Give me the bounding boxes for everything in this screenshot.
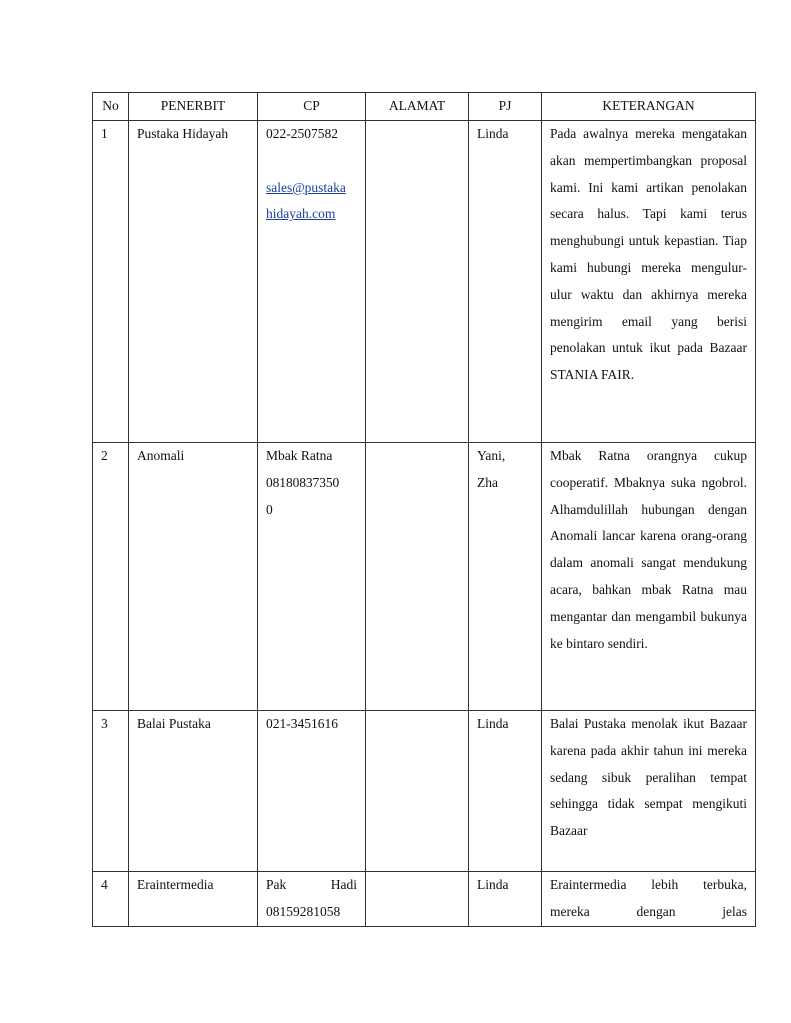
table-row [93,443,756,711]
cell-penerbit: Anomali [129,443,258,711]
table-row [93,711,756,872]
header-pj: PJ [469,93,542,121]
cell-no: 3 [93,711,129,872]
cell-penerbit: Eraintermedia [129,872,258,927]
email-line: sales@pustaka [266,179,346,195]
header-penerbit: PENERBIT [129,93,258,121]
table-row [93,121,756,443]
cell-no: 1 [93,121,129,443]
table-row [93,872,756,927]
email-link[interactable] [266,175,357,229]
header-keterangan: KETERANGAN [542,93,756,121]
cp-name-word: Hadi [330,877,357,892]
cell-pj: Linda [469,711,542,872]
header-alamat: ALAMAT [366,93,469,121]
cell-cp: 021-3451616 [258,711,366,872]
cell-keterangan: Balai Pustaka menolak ikut Bazaar karena pada akhir tahun ini mereka sedang sibuk peralihan tempat sehingga tidak sempat mengikuti Bazaar [542,711,756,872]
header-cp: CP [258,93,366,121]
table-header-row [93,93,756,121]
pj-name: Zha [477,474,498,490]
cp-spacer [266,148,357,175]
cell-alamat [366,443,469,711]
cp-phone: 08159281058 [266,903,341,919]
cell-alamat [366,872,469,927]
cell-keterangan: Mbak Ratna orangnya cukup cooperatif. Mbaknya suka ngobrol. Alhamdulillah hubungan dengan Anomali lancar karena orang-orang dalam anomali sangat mendukung acara, bahkan mbak Ratna mau mengantar dan mengambil bukunya ke bintaro sendiri. [542,443,756,711]
cell-alamat [366,711,469,872]
cell-cp [258,443,366,711]
cell-no: 4 [93,872,129,927]
cell-pj: Linda [469,121,542,443]
cell-cp [258,121,366,443]
cell-alamat [366,121,469,443]
pj-name: Yani, [477,448,506,463]
cp-name-word: Pak [266,877,287,892]
cell-penerbit: Pustaka Hidayah [129,121,258,443]
cell-penerbit: Balai Pustaka [129,711,258,872]
cell-pj [469,443,542,711]
cell-pj: Linda [469,872,542,927]
cp-name [266,872,357,899]
cp-phone: 0 [266,501,273,517]
cp-phone: 08180837350 [266,474,340,490]
cell-cp [258,872,366,927]
cell-keterangan: Eraintermedia lebih terbuka, mereka dengan jelas [542,872,756,927]
cp-name: Mbak Ratna [266,448,333,463]
email-line: hidayah.com [266,206,336,222]
publisher-table [92,92,756,927]
cp-phone: 022-2507582 [266,126,338,141]
cell-no: 2 [93,443,129,711]
cell-keterangan: Pada awalnya mereka mengatakan akan mempertimbangkan proposal kami. Ini kami artikan penolakan secara halus. Tapi kami terus menghubungi untuk kepastian. Tiap kami hubungi mereka mengulur-ulur waktu dan akhirnya mereka mengirim email yang berisi penolakan untuk ikut pada Bazaar STANIA FAIR. [542,121,756,443]
header-no: No [93,93,129,121]
